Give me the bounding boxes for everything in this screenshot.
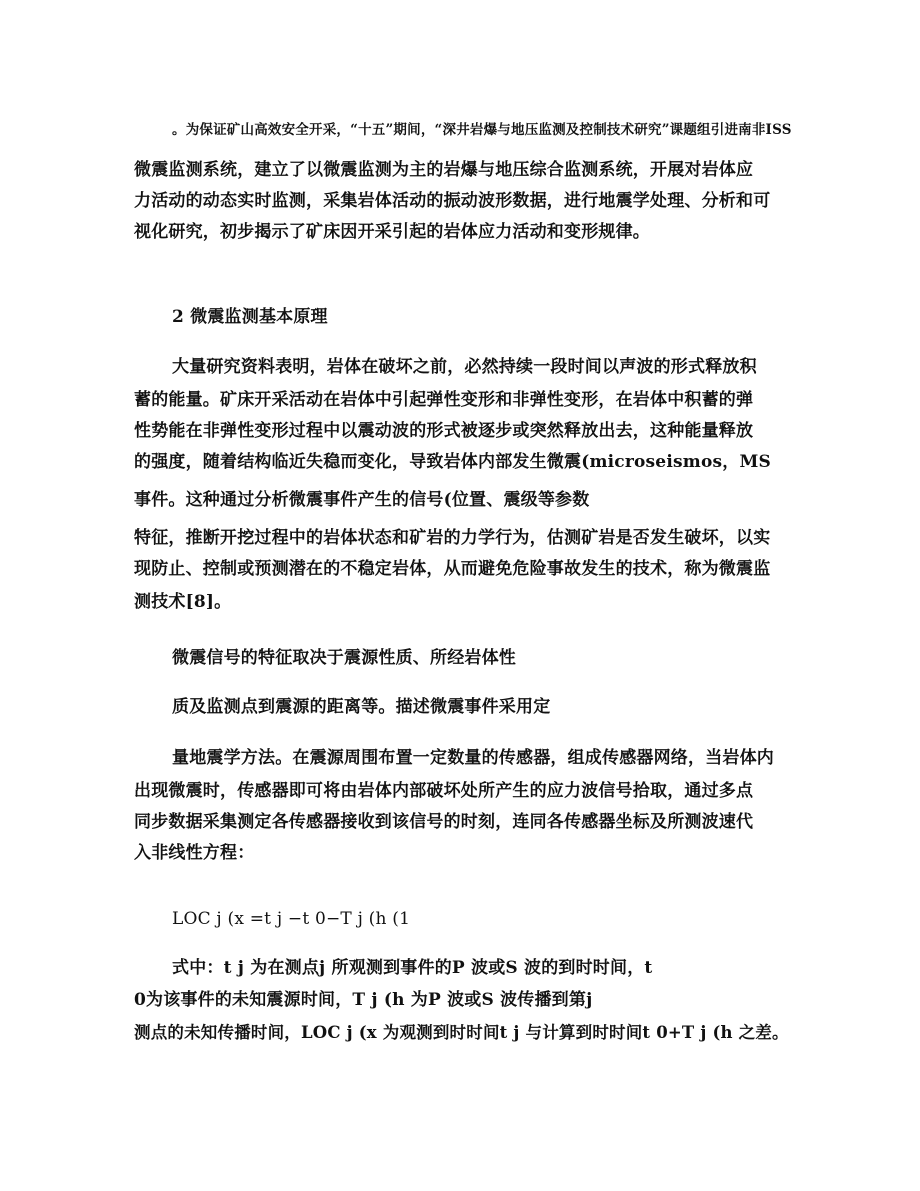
equation-line: LOC j (x =t j −t 0−T j (h (1 — [172, 909, 411, 929]
paragraph-line: 微震监测系统，建立了以微震监测为主的岩爆与地压综合监测系统，开展对岩体应 — [134, 160, 754, 180]
paragraph-line: 质及监测点到震源的距离等。描述微震事件采用定 — [172, 697, 551, 717]
paragraph-line: 特征，推断开挖过程中的岩体状态和矿岩的力学行为，估测矿岩是否发生破坏，以实 — [134, 528, 771, 548]
paragraph-line: 测技术[8]。 — [134, 592, 232, 612]
paragraph-line: 现防止、控制或预测潜在的不稳定岩体，从而避免危险事故发生的技术，称为微震监 — [134, 559, 771, 579]
paragraph-line: 入非线性方程： — [134, 843, 255, 863]
paragraph-line: 微震信号的特征取决于震源性质、所经岩体性 — [172, 648, 516, 668]
paragraph-line: 量地震学方法。在震源周围布置一定数量的传感器，组成传感器网络，当岩体内 — [172, 748, 774, 768]
paragraph-line: 性势能在非弹性变形过程中以震动波的形式被逐步或突然释放出去，这种能量释放 — [134, 421, 754, 441]
paragraph-line: 蓄的能量。矿床开采活动在岩体中引起弹性变形和非弹性变形，在岩体中积蓄的弹 — [134, 390, 754, 410]
paragraph-line: 力活动的动态实时监测，采集岩体活动的振动波形数据，进行地震学处理、分析和可 — [134, 191, 771, 211]
paragraph-line: 式中：t j 为在测点j 所观测到事件的P 波或S 波的到时时间，t — [172, 958, 653, 978]
paragraph-line: 事件。这种通过分析微震事件产生的信号(位置、震级等参数 — [134, 490, 590, 510]
paragraph-line: 。为保证矿山高效安全开采，“十五”期间，“深井岩爆与地压监测及控制技术研究”课题组引进南非ISS — [172, 122, 792, 138]
paragraph-line: 测点的未知传播时间，LOC j (x 为观测到时时间t j 与计算到时时间t 0+T j (h 之差。 — [134, 1023, 789, 1042]
paragraph-line: 出现微震时，传感器即可将由岩体内部破坏处所产生的应力波信号拾取，通过多点 — [134, 781, 754, 801]
paragraph-line: 0为该事件的未知震源时间，T j (h 为P 波或S 波传播到第j — [134, 990, 593, 1010]
paragraph-line: 同步数据采集测定各传感器接收到该信号的时刻，连同各传感器坐标及所测波速代 — [134, 812, 754, 832]
paragraph-line: 大量研究资料表明，岩体在破坏之前，必然持续一段时间以声波的形式释放积 — [172, 357, 757, 377]
paragraph-line: 视化研究，初步揭示了矿床因开采引起的岩体应力活动和变形规律。 — [134, 222, 650, 242]
section-heading: 2 微震监测基本原理 — [172, 307, 328, 327]
paragraph-line: 的强度，随着结构临近失稳而变化，导致岩体内部发生微震(microseismos，MS — [134, 452, 771, 472]
